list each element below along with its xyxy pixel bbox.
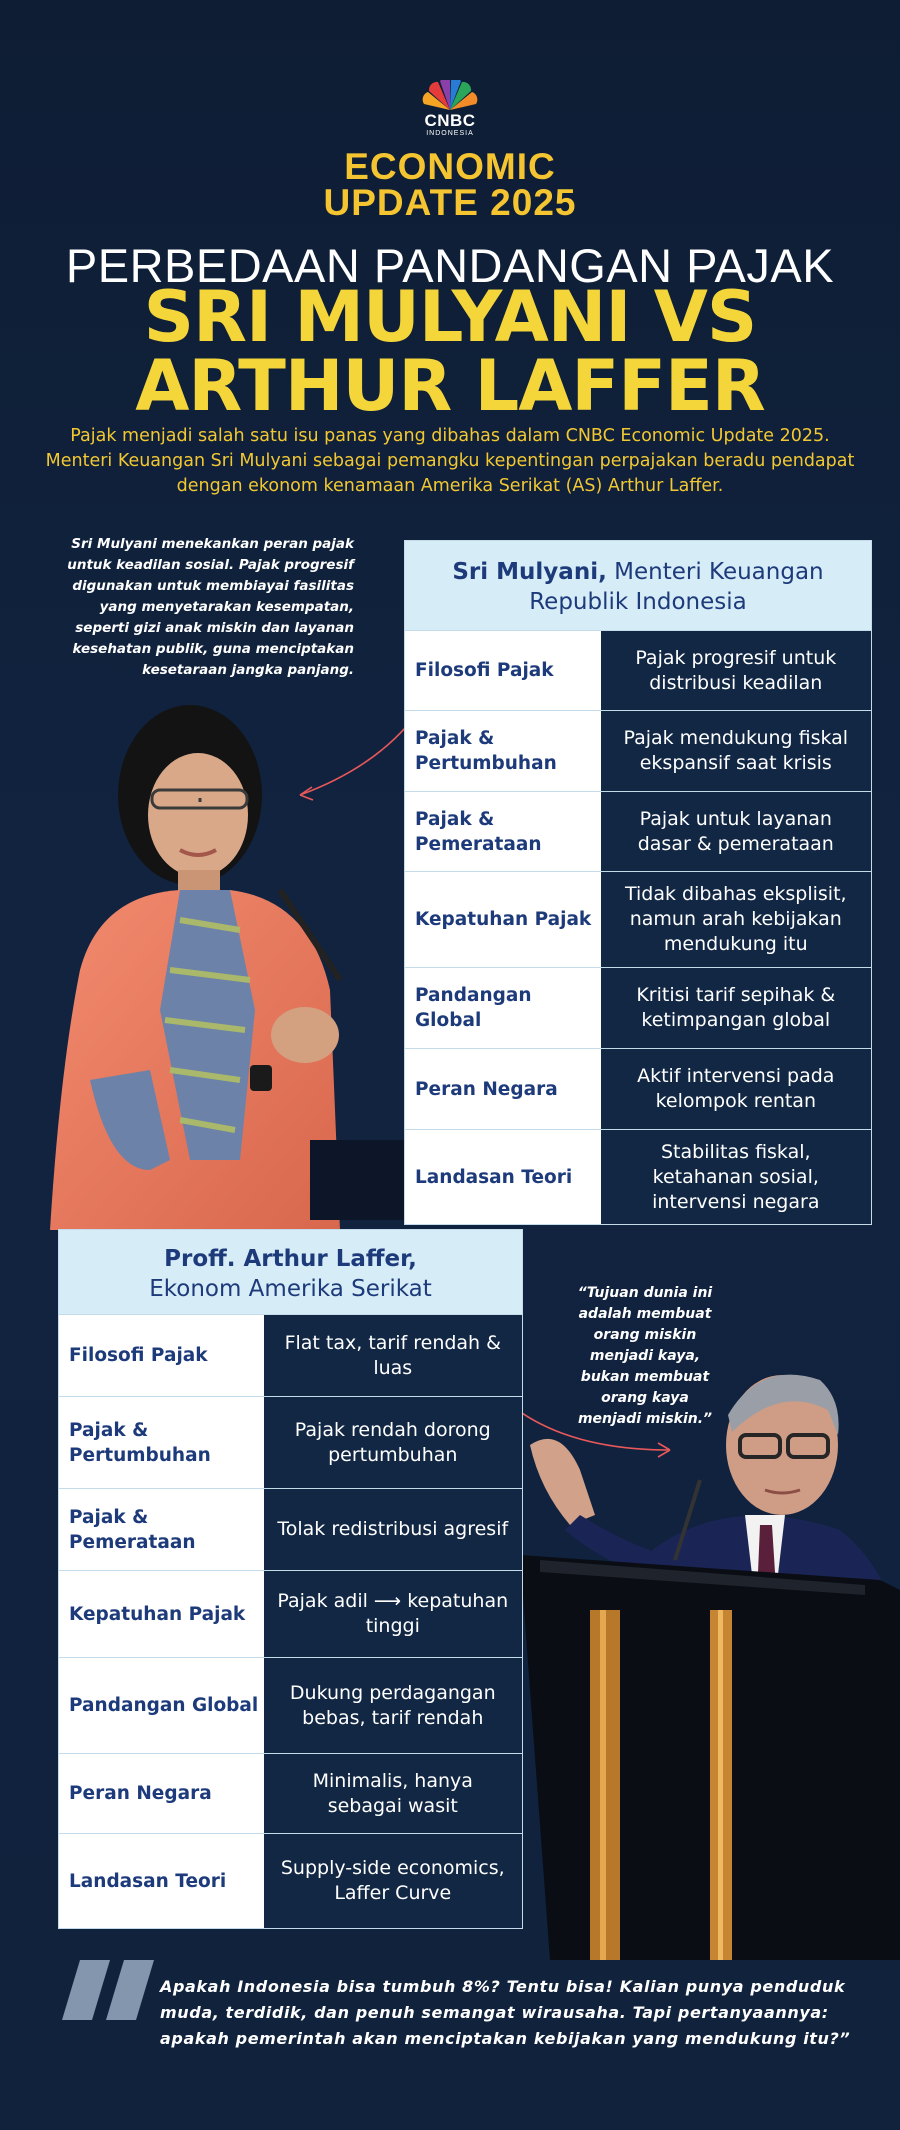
brand-name: CNBC <box>424 111 476 130</box>
row-value: Pajak mendukung fiskal ekspansif saat krisis <box>601 711 872 791</box>
brand-sub: INDONESIA <box>426 130 474 137</box>
sri-mulyani-role-line2: Republik Indonesia <box>529 589 747 615</box>
arthur-laffer-table-header <box>58 1229 523 1315</box>
table-row <box>58 1315 523 1397</box>
table-row <box>58 1754 523 1834</box>
row-label: Pajak & Pertumbuhan <box>405 711 601 791</box>
row-label: Filosofi Pajak <box>59 1315 264 1396</box>
sri-mulyani-name: Sri Mulyani, <box>452 559 607 585</box>
bottom-quote: Apakah Indonesia bisa tumbuh 8%? Tentu bisa! Kalian punya penduduk muda, terdidik, dan penuh semangat wirausaha. Tapi pertanyaannya: apakah pemerintah akan menciptakan kebijakan yang mendukung itu?” <box>160 1977 851 2048</box>
table-row <box>58 1658 523 1754</box>
main-title-line1: SRI MULYANI VS <box>143 276 757 358</box>
row-value: Pajak untuk layanan dasar & pemerataan <box>601 792 872 871</box>
event-title-line2: UPDATE 2025 <box>323 182 577 223</box>
table-row <box>404 1130 872 1225</box>
row-value: Flat tax, tarif rendah & luas <box>264 1315 523 1396</box>
kicker: PERBEDAAN PANDANGAN PAJAK <box>65 239 835 292</box>
arthur-laffer-role: Ekonom Amerika Serikat <box>149 1276 432 1302</box>
row-label: Landasan Teori <box>405 1130 601 1224</box>
arthur-laffer-name: Proff. Arthur Laffer, <box>164 1246 417 1272</box>
row-value: Aktif intervensi pada kelompok rentan <box>601 1049 872 1129</box>
table-row <box>404 631 872 711</box>
sri-mulyani-role: Menteri Keuangan <box>614 559 824 585</box>
table-row <box>404 792 872 872</box>
row-value: Pajak adil ⟶ kepatuhan tinggi <box>264 1571 523 1657</box>
row-label: Pandangan Global <box>405 968 601 1048</box>
row-label: Kepatuhan Pajak <box>405 872 601 967</box>
table-row <box>404 872 872 968</box>
arthur-laffer-table <box>58 1229 523 1929</box>
cnbc-logo <box>400 80 500 137</box>
row-label: Pajak & Pertumbuhan <box>59 1397 264 1488</box>
laffer-quote: “Tujuan dunia ini adalah membuat orang miskin menjadi kaya, bukan membuat orang kaya menjadi miskin.” <box>577 1285 713 1427</box>
table-row <box>404 968 872 1049</box>
row-value: Dukung perdagangan bebas, tarif rendah <box>264 1658 523 1753</box>
quote-mark-icon <box>62 1960 162 2020</box>
row-value: Pajak rendah dorong pertumbuhan <box>264 1397 523 1488</box>
row-label: Peran Negara <box>405 1049 601 1129</box>
row-label: Pajak & Pemerataan <box>59 1489 264 1570</box>
row-label: Peran Negara <box>59 1754 264 1833</box>
main-title-line2: ARTHUR LAFFER <box>135 345 765 427</box>
table-row <box>58 1397 523 1489</box>
table-row <box>404 1049 872 1130</box>
row-label: Landasan Teori <box>59 1834 264 1928</box>
row-value: Minimalis, hanya sebagai wasit <box>264 1754 523 1833</box>
row-label: Pajak & Pemerataan <box>405 792 601 871</box>
table-row <box>58 1834 523 1929</box>
table-row <box>58 1571 523 1658</box>
table-row <box>404 711 872 792</box>
row-value: Stabilitas fiskal, ketahanan sosial, intervensi negara <box>601 1130 872 1224</box>
sri-mulyani-table-header <box>404 540 872 631</box>
row-value: Tidak dibahas eksplisit, namun arah kebijakan mendukung itu <box>601 872 872 967</box>
event-title-line1: ECONOMIC <box>344 146 556 187</box>
row-label: Pandangan Global <box>59 1658 264 1753</box>
row-label: Kepatuhan Pajak <box>59 1571 264 1657</box>
row-value: Tolak redistribusi agresif <box>264 1489 523 1570</box>
row-value: Kritisi tarif sepihak & ketimpangan global <box>601 968 872 1048</box>
row-value: Supply-side economics, Laffer Curve <box>264 1834 523 1928</box>
row-value: Pajak progresif untuk distribusi keadilan <box>601 631 872 710</box>
sri-mulyani-note: Sri Mulyani menekankan peran pajak untuk keadilan sosial. Pajak progresif digunakan untuk membiayai fasilitas yang menyetarakan kesempatan, seperti gizi anak miskin dan layanan kesehatan publik, guna menciptakan kesetaraan jangka panjang. <box>67 536 354 678</box>
sri-mulyani-table <box>404 540 872 1225</box>
peacock-icon <box>421 80 479 112</box>
intro-paragraph: Pajak menjadi salah satu isu panas yang dibahas dalam CNBC Economic Update 2025. Menteri Keuangan Sri Mulyani sebagai pemangku kepentingan perpajakan beradu pendapat dengan ekonom kenamaan Amerika Serikat (AS) Arthur Laffer. <box>45 426 855 496</box>
row-label: Filosofi Pajak <box>405 631 601 710</box>
table-row <box>58 1489 523 1571</box>
